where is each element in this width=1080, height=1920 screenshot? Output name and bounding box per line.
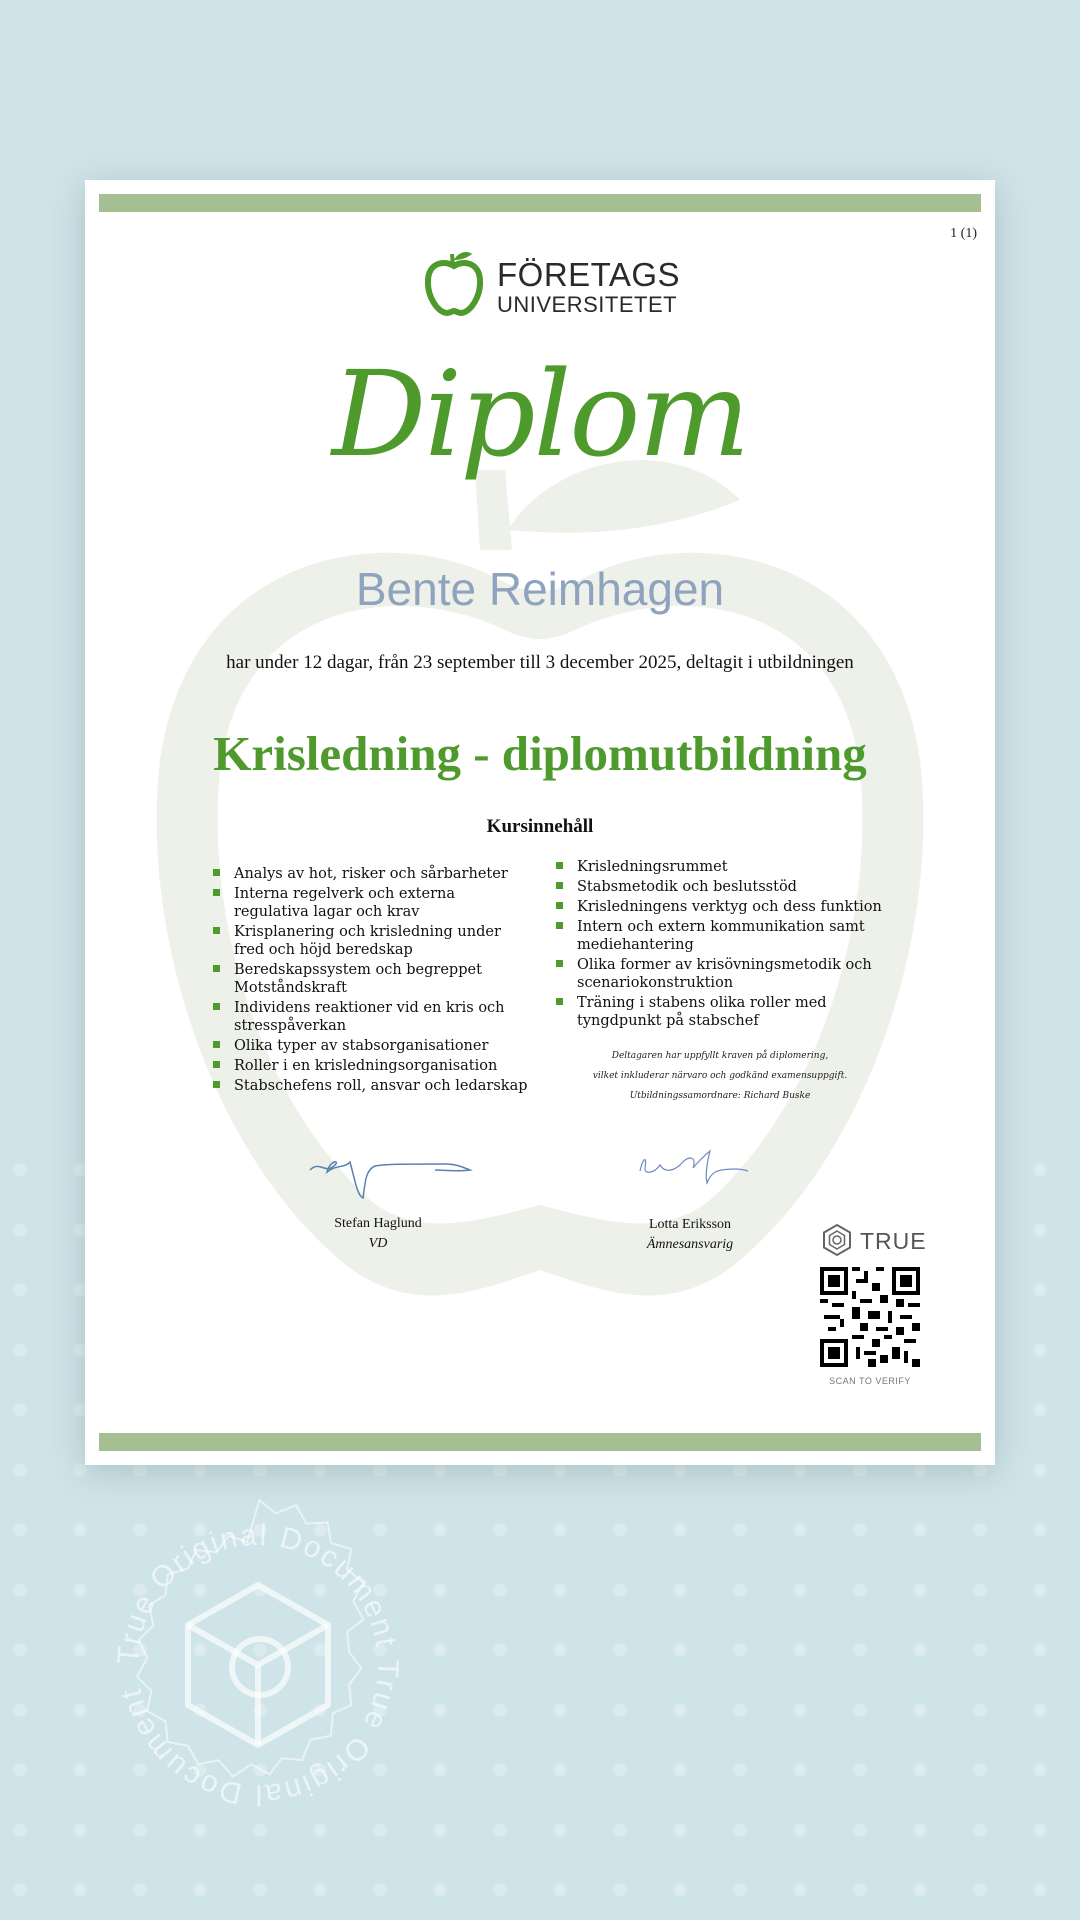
bottom-band (99, 1433, 981, 1451)
logo-line2: UNIVERSITETET (497, 292, 678, 317)
list-item: Olika typer av stabsorganisationer (212, 1037, 532, 1055)
true-verification-logo (820, 1223, 930, 1263)
participation-statement: har under 12 dagar, från 23 september till 3 december 2025, deltagit i utbildningen (226, 652, 854, 673)
list-item: Stabsmetodik och beslutsstöd (555, 878, 885, 896)
list-item: Olika former av krisövningsmetodik och scenariokonstruktion (555, 956, 885, 992)
list-item: Beredskapssystem och begreppet Motståndskraft (212, 961, 532, 997)
seal-text: True Original Document True Original Document (111, 1518, 405, 1812)
note-line3: Utbildningssamordnare: Richard Buske (629, 1091, 811, 1101)
list-item: Krisplanering och krisledning under fred och höjd beredskap (212, 923, 532, 959)
diploma-title: Diplom (331, 345, 749, 483)
course-content-heading: Kursinnehåll (486, 816, 594, 837)
list-item: Individens reaktioner vid en kris och stresspåverkan (212, 999, 532, 1035)
true-original-document-seal (88, 1495, 428, 1835)
list-item: Interna regelverk och externa regulativa lagar och krav (212, 885, 532, 921)
note-line2: vilket inkluderar närvaro och godkänd examensuppgift. (592, 1071, 848, 1081)
signer-left (298, 1214, 458, 1254)
list-item: Analys av hot, risker och sårbarheter (212, 865, 532, 883)
signer-name: Lotta Eriksson (648, 1217, 732, 1232)
list-item: Krisledningsrummet (555, 858, 885, 876)
course-title: Krisledning - diplomutbildning (213, 726, 867, 781)
list-item: Stabschefens roll, ansvar och ledarskap (212, 1077, 532, 1095)
course-content-list-right (555, 858, 885, 1032)
signer-name: Stefan Haglund (334, 1216, 422, 1231)
hexagon-logo-icon (820, 1223, 854, 1257)
true-brand-text: TRUE (860, 1228, 927, 1254)
signer-role: Ämnesansvarig (646, 1237, 734, 1252)
list-item: Träning i stabens olika roller med tyngdpunkt på stabschef (555, 994, 885, 1030)
certification-note (555, 1046, 885, 1106)
list-item: Krisledningens verktyg och dess funktion (555, 898, 885, 916)
list-item: Intern och extern kommunikation samt mediehantering (555, 918, 885, 954)
apple-logo-icon (425, 250, 483, 316)
signature-lotta-eriksson (635, 1143, 750, 1188)
recipient-name: Bente Reimhagen (355, 563, 725, 615)
logo-line1: FÖRETAGS (497, 256, 681, 293)
note-line1: Deltagaren har uppfyllt kraven på diplomering, (611, 1051, 829, 1061)
list-item: Roller i en krisledningsorganisation (212, 1057, 532, 1075)
page-number: 1 (1) (950, 226, 977, 241)
top-band (99, 194, 981, 212)
scan-to-verify-label: SCAN TO VERIFY (829, 1376, 911, 1386)
signer-role: VD (368, 1236, 388, 1251)
signer-right (610, 1215, 770, 1255)
signature-stefan-haglund (305, 1140, 475, 1200)
company-logo (425, 250, 681, 320)
diploma-page (85, 180, 995, 1465)
course-content-list-left (212, 865, 532, 1097)
qr-code-icon[interactable] (820, 1267, 920, 1367)
